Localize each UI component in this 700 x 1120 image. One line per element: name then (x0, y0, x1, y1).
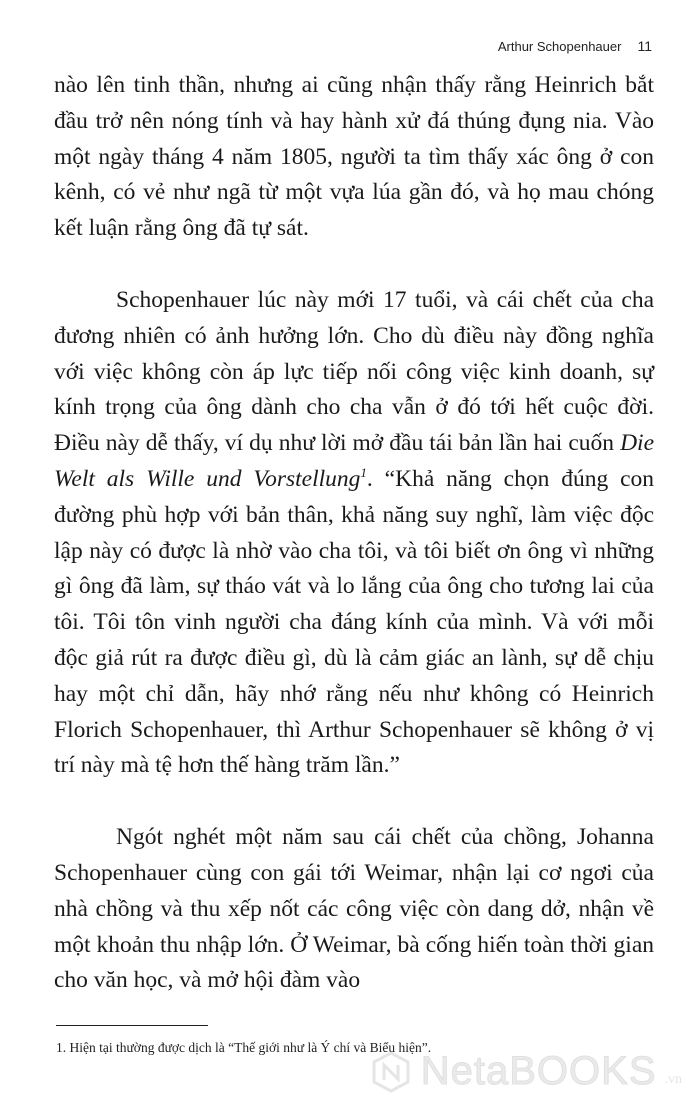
book-title: Die Welt als Wille und Vorstellung (54, 430, 654, 492)
paragraph-father-death (54, 283, 654, 784)
netabooks-logo-icon (369, 1050, 413, 1094)
paragraph-text-before: Schopenhauer lúc này mới 17 tuổi, và cái chết của cha đương nhiên có ảnh hưởng lớn. Cho dù điều này đồng nghĩa với việc không còn áp lực tiếp nối công việc kinh doanh, sự kính trọng của ông dành cho cha vẫn ở đó tới hết cuộc đời. Điều này dễ thấy, ví dụ như lời mở đầu tái bản lần hai cuốn (54, 286, 654, 457)
footnote-divider (56, 1025, 208, 1026)
page-number: 11 (637, 38, 652, 54)
body-text (54, 68, 654, 999)
watermark-brand: NetaBOOKS (420, 1049, 657, 1093)
footnote-reference[interactable]: 1 (360, 465, 367, 481)
running-header (498, 38, 652, 54)
footnote: 1. Hiện tại thường được dịch là “Thế giới như là Ý chí và Biểu hiện”. (56, 1040, 432, 1055)
watermark (369, 1049, 682, 1094)
running-title: Arthur Schopenhauer (497, 39, 622, 54)
paragraph-text-after: . “Khả năng chọn đúng con đường phù hợp với bản thân, khả năng suy nghĩ, làm việc độc lập này có được là nhờ vào cha tôi, và tôi biết ơn ông vì những gì ông đã làm, sự tháo vát và lo lắng của ông cho tương lai của tôi. Tôi tôn vinh người cha đáng kính của mình. Và với mỗi độc giả rút ra được điều gì, dù là cảm giác an lành, sự dễ chịu hay một chỉ dẫn, hãy nhớ rằng nếu như không có Heinrich Florich Schopenhauer, thì Arthur Schopenhauer sẽ không ở vị trí này mà tệ hơn thế hàng trăm lần.” (54, 465, 655, 779)
paragraph-weimar: Ngót nghét một năm sau cái chết của chồng, Johanna Schopenhauer cùng con gái tới Weimar, nhận lại cơ ngơi của nhà chồng và thu xếp nốt các công việc còn dang dở, nhận về một khoản thu nhập lớn. Ở Weimar, bà cống hiến toàn thời gian cho văn học, và mở hội đàm vào (54, 824, 654, 994)
paragraph-continuation: nào lên tinh thần, nhưng ai cũng nhận thấy rằng Heinrich bắt đầu trở nên nóng tính và hay hành xử đá thúng đụng nia. Vào một ngày tháng 4 năm 1805, người ta tìm thấy xác ông ở con kênh, có vẻ như ngã từ một vựa lúa gần đó, và họ mau chóng kết luận rằng ông đã tự sát. (54, 72, 654, 242)
watermark-suffix: .vn (664, 1072, 682, 1087)
